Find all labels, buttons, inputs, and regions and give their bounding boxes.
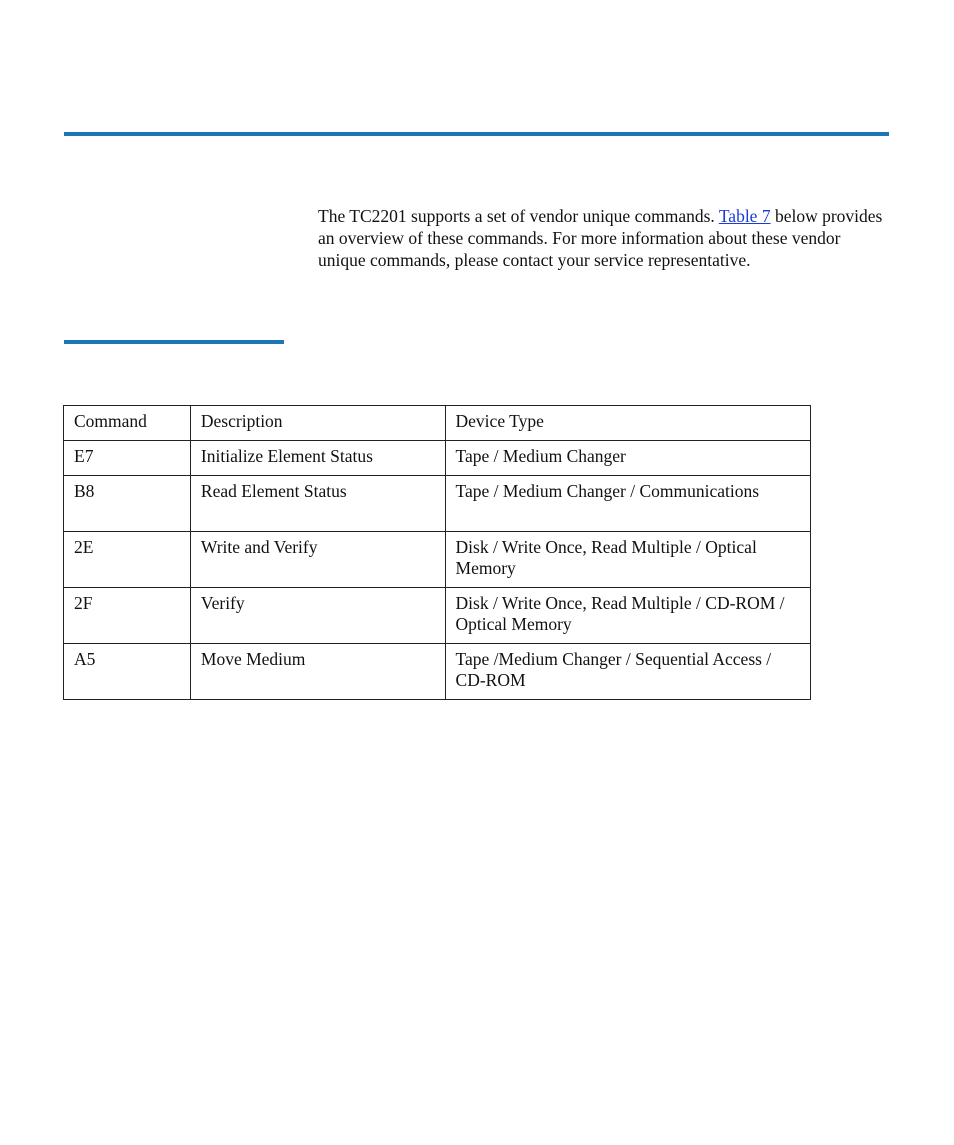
cell-command: 2E bbox=[64, 532, 191, 588]
vendor-commands-table bbox=[63, 405, 811, 700]
section-rule bbox=[64, 340, 284, 344]
table-row bbox=[64, 588, 811, 644]
cell-device-type: Tape /Medium Changer / Sequential Access / CD-ROM bbox=[445, 644, 810, 700]
cell-command: 2F bbox=[64, 588, 191, 644]
table-row bbox=[64, 532, 811, 588]
intro-text-start: The TC2201 supports a set of vendor unique commands. bbox=[318, 206, 719, 226]
intro-paragraph bbox=[318, 205, 883, 271]
cell-command: B8 bbox=[64, 476, 191, 532]
cell-description: Verify bbox=[190, 588, 445, 644]
header-rule bbox=[64, 132, 889, 136]
table-row bbox=[64, 441, 811, 476]
header-command: Command bbox=[64, 406, 191, 441]
cell-description: Write and Verify bbox=[190, 532, 445, 588]
table-header-row bbox=[64, 406, 811, 441]
header-device-type: Device Type bbox=[445, 406, 810, 441]
cell-description: Read Element Status bbox=[190, 476, 445, 532]
cell-description: Move Medium bbox=[190, 644, 445, 700]
cell-device-type: Disk / Write Once, Read Multiple / Optical Memory bbox=[445, 532, 810, 588]
cell-description: Initialize Element Status bbox=[190, 441, 445, 476]
intro-text-end: below provides an overview of these commands. For more information about these vendor unique commands, please contact your service representative. bbox=[318, 206, 883, 270]
cell-command: A5 bbox=[64, 644, 191, 700]
cell-device-type: Tape / Medium Changer / Communications bbox=[445, 476, 810, 532]
cell-device-type: Disk / Write Once, Read Multiple / CD-ROM / Optical Memory bbox=[445, 588, 810, 644]
header-description: Description bbox=[190, 406, 445, 441]
table-7-link[interactable]: Table 7 bbox=[718, 206, 771, 226]
table-row bbox=[64, 644, 811, 700]
table-row bbox=[64, 476, 811, 532]
cell-device-type: Tape / Medium Changer bbox=[445, 441, 810, 476]
cell-command: E7 bbox=[64, 441, 191, 476]
